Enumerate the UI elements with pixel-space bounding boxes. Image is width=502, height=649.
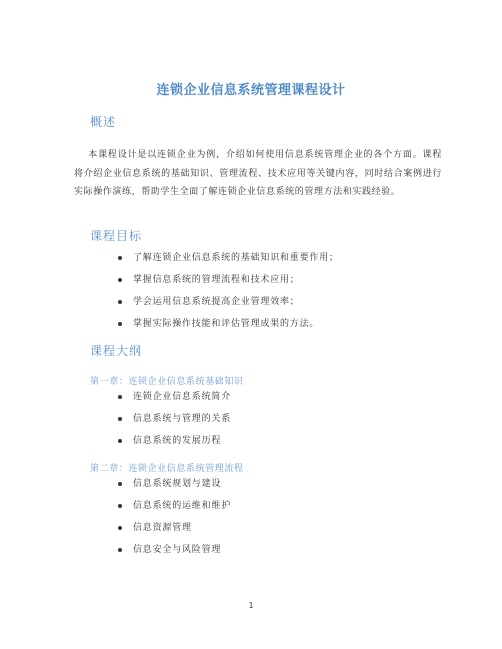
chapter-1-heading: 第一章：连锁企业信息系统基础知识 <box>90 377 244 387</box>
list-item: 信息系统的发展历程 <box>118 430 231 452</box>
list-item: 信息安全与风险管理 <box>118 539 231 561</box>
bullet-icon <box>118 504 122 508</box>
list-item: 信息系统与管理的关系 <box>118 408 231 430</box>
bullet-icon <box>118 526 122 530</box>
document-title: 连锁企业信息系统管理课程设计 <box>156 83 346 98</box>
bullet-icon <box>118 548 122 552</box>
chapter-2-heading: 第二章：连锁企业信息系统管理流程 <box>90 464 244 474</box>
page-number: 1 <box>248 601 254 610</box>
bullet-icon <box>118 278 122 282</box>
bullet-icon <box>118 395 122 399</box>
chapter-2-list <box>118 473 231 561</box>
bullet-icon <box>118 482 122 486</box>
list-item: 掌握实际操作技能和评估管理成果的方法。 <box>118 313 339 335</box>
list-item: 连锁企业信息系统简介 <box>118 386 231 408</box>
list-item: 信息系统的运维和维护 <box>118 495 231 517</box>
overview-heading: 概述 <box>90 115 117 129</box>
list-item: 掌握信息系统的管理流程和技术应用； <box>118 269 339 291</box>
chapter-1-list <box>118 386 231 452</box>
outline-heading: 课程大纲 <box>90 344 143 358</box>
overview-paragraph <box>74 146 442 202</box>
list-item: 信息系统规划与建设 <box>118 473 231 495</box>
bullet-icon <box>118 300 122 304</box>
list-item: 学会运用信息系统提高企业管理效率； <box>118 291 339 313</box>
list-item: 信息资源管理 <box>118 517 231 539</box>
bullet-icon <box>118 439 122 443</box>
list-item: 了解连锁企业信息系统的基础知识和重要作用； <box>118 247 339 269</box>
goals-list <box>118 247 339 335</box>
overview-paragraph-text: 本课程设计是以连锁企业为例，介绍如何使用信息系统管理企业的各个方面。课程将介绍企业信息系统的基础知识、管理流程、技术应用等关键内容，同时结合案例进行实际操作演练，帮助学生全面了解连锁企业信息系统的管理方法和实践经验。 <box>74 150 442 197</box>
goals-heading: 课程目标 <box>90 229 143 243</box>
bullet-icon <box>118 322 122 326</box>
bullet-icon <box>118 417 122 421</box>
bullet-icon <box>118 256 122 260</box>
